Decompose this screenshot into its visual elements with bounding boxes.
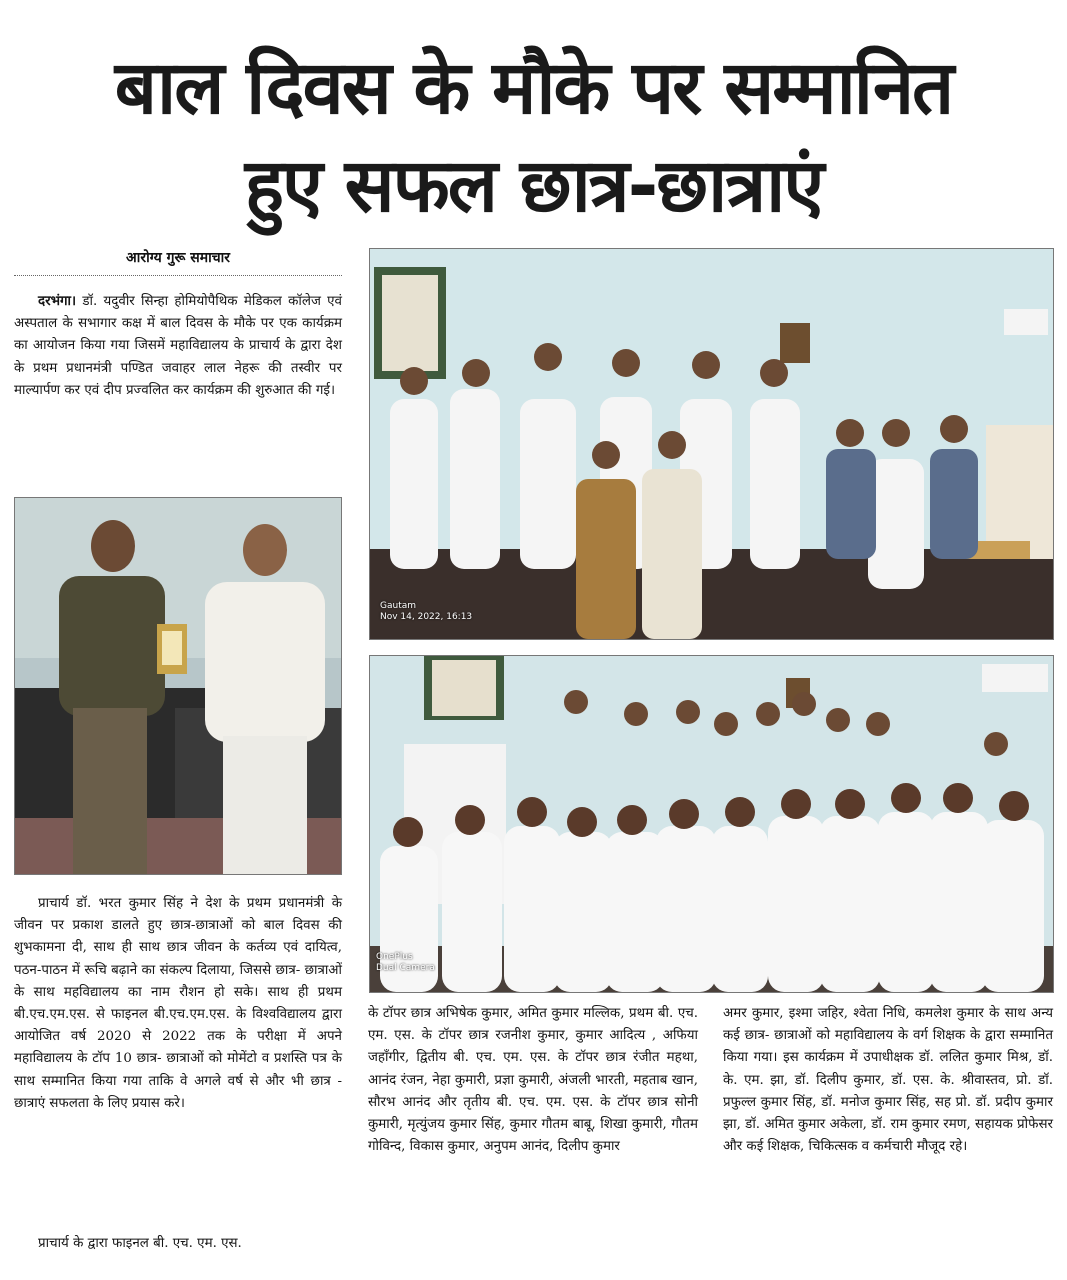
photo-stamp-top — [380, 601, 472, 623]
article-intro — [14, 290, 342, 402]
headline — [0, 39, 1067, 235]
photo-stamp-top-line2: Nov 14, 2022, 16:13 — [380, 612, 473, 622]
headline-line-1: बाल दिवस के मौके पर सम्मानित — [114, 45, 953, 132]
group-photo-seated — [369, 248, 1054, 640]
photo-stamp-bottom — [376, 952, 435, 974]
award-photo — [14, 497, 342, 875]
headline-line-2: हुए सफल छात्र-छात्राएं — [244, 143, 823, 230]
group-photo-standing — [369, 655, 1054, 993]
article-paragraph-2: प्राचार्य डॉ. भरत कुमार सिंह ने देश के प्रथम प्रधानमंत्री के जीवन पर प्रकाश डालते हुए छात्र-छात्राओं को बाल दिवस की शुभकामना दी, साथ ही साथ छात्र जीवन के कर्तव्य एवं दायित्व, पठन-पाठन में रूचि बढ़ाने का संकल्प दिलाया, जिससे छात्र- छात्राओं के साथ महविद्यालय का नाम रौशन हो सके। साथ ही प्रथम बी.एच.एम.एस. से फाइनल बी.एच.एम.एस. के विश्वविद्यालय द्वारा आयोजित वर्ष 2020 से 2022 तक के परीक्षा में अपने महाविद्यालय के टॉप 10 छात्र- छात्राओं को मोमेंटो व प्रशस्ति पत्र के साथ सम्मानित किया गया ताकि वे अगले वर्ष से और भी छात्र - छात्राएं सफलता के लिए प्रयास करे। — [14, 896, 342, 1111]
dateline: दरभंगा। — [38, 293, 77, 309]
photo-stamp-bottom-line2: Dual Camera — [376, 963, 435, 973]
article-column-3: अमर कुमार, इश्मा जहिर, श्वेता निधि, कमलेश कुमार के साथ अन्य कई छात्र- छात्राओं को महाविद्यालय के वर्ग शिक्षक के द्वारा सम्मानित किया गया। इस कार्यक्रम में उपाधीक्षक डॉ. ललित कुमार मिश्र, डॉ. के. एम. झा, डॉ. दिलीप कुमार, डॉ. एस. के. श्रीवास्तव, प्रो. डॉ. प्रफुल्ल कुमार सिंह, डॉ. मनोज कुमार सिंह, सह प्रो. डॉ. प्रदीप कुमार झा, डॉ. अमित कुमार अकेला, डॉ. राम कुमार रमण, सहायक प्रोफेसर और कई शिक्षक, चिकित्सक व कर्मचारी मौजूद रहे। — [723, 1006, 1053, 1155]
article-paragraph-3: प्राचार्य के द्वारा फाइनल बी. एच. एम. एस. — [38, 1236, 242, 1251]
article-column-2: के टॉपर छात्र अभिषेक कुमार, अमित कुमार मल्लिक, प्रथम बी. एच. एम. एस. के टॉपर छात्र रजनीश कुमार, कुमार आदित्य , अफिया जहाँगीर, द्वितीय बी. एच. एम. एस. के टॉपर छात्र रंजीत महथा, आनंद रंजन, नेहा कुमारी, प्रज्ञा कुमारी, अंजली भारती, महताब खान, सौरभ आनंद और तृतीय बी. एच. एम. एस. के टॉपर छात्र सोनी कुमारी, मृत्युंजय कुमार सिंह, कुमार गौतम बाबू, शिखा कुमारी, गौतम गोविन्द, विकास कुमार, अनुपम आनंद, दिलीप कुमार — [368, 1006, 698, 1155]
intro-text: डॉ. यदुवीर सिन्हा होमियोपैथिक मेडिकल कॉलेज एवं अस्पताल के सभागार कक्ष में बाल दिवस के मौके पर एक कार्यक्रम का आयोजन किया गया जिसमें महाविद्यालय के प्राचार्य के द्वारा देश के प्रथम प्रधानमंत्री पण्डित जवाहर लाल नेहरू की तस्वीर पर माल्यार्पण कर एवं दीप प्रज्वलित कर कार्यक्रम की शुरुआत की गई। — [14, 294, 342, 398]
photo-stamp-bottom-line1: OnePlus — [376, 952, 413, 962]
byline: आरोग्य गुरू समाचार — [14, 248, 342, 276]
photo-stamp-top-line1: Gautam — [380, 601, 417, 611]
